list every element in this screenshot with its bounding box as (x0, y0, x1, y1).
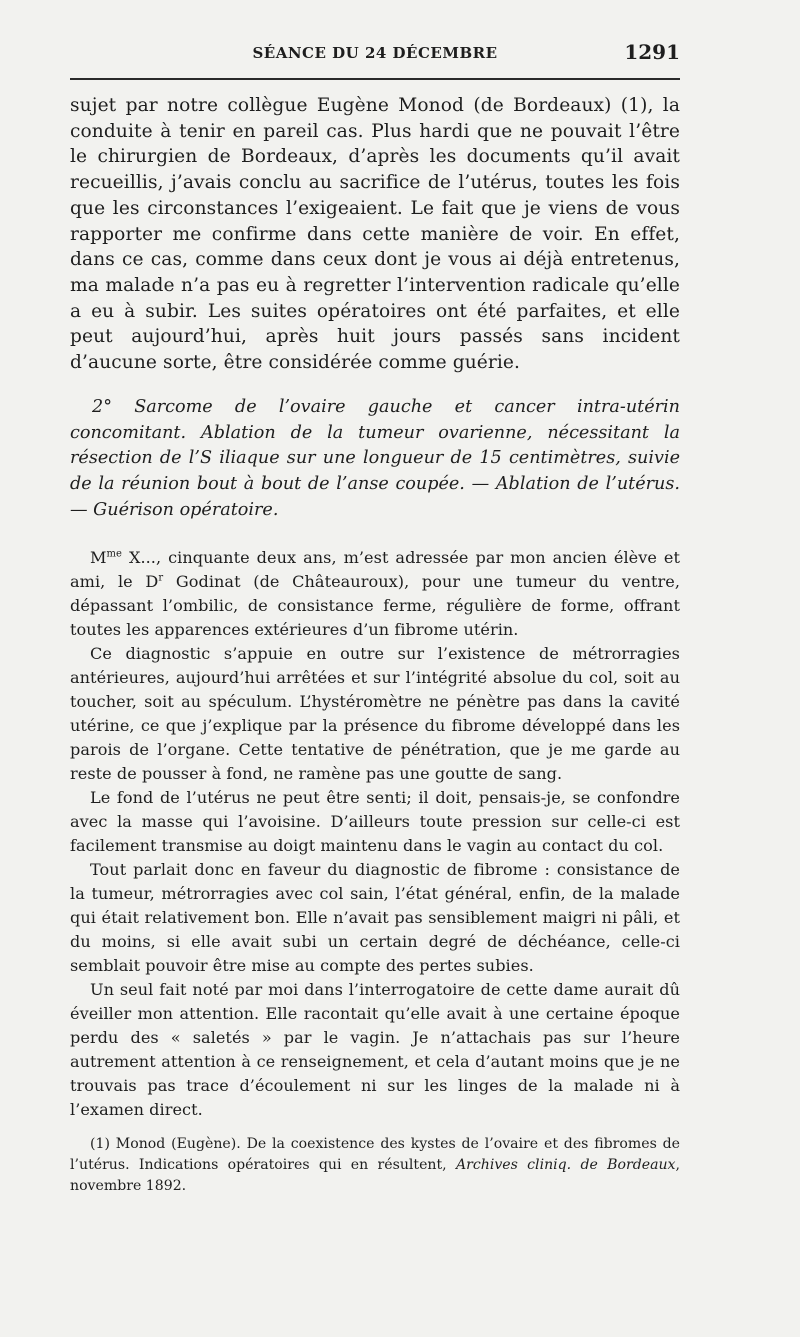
page-number: 1291 (624, 40, 680, 64)
page-body (70, 93, 680, 1197)
superscript-me: me (106, 548, 122, 560)
case-paragraph-1-text-a: X..., cinquante deux ans, m’est adressée par mon ancien élève et ami, le D (70, 547, 680, 591)
case-paragraph-1-text-b: Godinat (de Châteauroux), pour une tumeur du ventre, dépassant l’ombilic, de consistance ferme, régulière de forme, offrant toutes les apparences extérieures d’un fibrome utérin. (70, 571, 680, 639)
superscript-r: r (158, 572, 164, 584)
running-title: SÉANCE DU 24 DÉCEMBRE (252, 44, 498, 62)
salutation-mme: M (90, 547, 107, 567)
case-paragraph-5: Un seul fait noté par moi dans l’interrogatoire de cette dame aurait dû éveiller mon attention. Elle racontait qu’elle avait à une certaine époque perdu des « saletés » par le vagin. Je n’attachais pas sur l’heure autrement attention à ce renseignement, et cela d’autant moins que je ne trouvais pas trace d’écoulement ni sur les linges de la malade ni à l’examen direct. (70, 979, 680, 1119)
footnote (70, 1134, 680, 1197)
header-rule (70, 78, 680, 80)
footnote-date: , novembre 1892. (70, 1156, 680, 1194)
case-paragraph-4: Tout parlait donc en faveur du diagnostic de fibrome : consistance de la tumeur, métrorragies avec col sain, l’état général, enfin, de la malade qui était relativement bon. Elle n’avait pas sensiblement maigri ni pâli, et du moins, si elle avait subi un certain degré de déchéance, celle-ci semblait pouvoir être mise au compte des pertes subies. (70, 859, 680, 975)
page-header (70, 40, 680, 72)
case-paragraph-3: Le fond de l’utérus ne peut être senti; il doit, pensais-je, se confondre avec la masse qui l’avoisine. D’ailleurs toute pression sur celle-ci est facilement transmise au doigt maintenu dans le vagin au contact du col. (70, 787, 680, 855)
case-heading: 2° Sarcome de l’ovaire gauche et cancer intra-utérin concomitant. Ablation de la tumeur ovarienne, nécessitant la résection de l’S iliaque sur une longueur de 15 centimètres, suivie de la réunion bout à bout de l’anse coupée. — Ablation de l’utérus. — Guérison opératoire. (70, 396, 680, 520)
footnote-journal: Archives cliniq. de Bordeaux (455, 1156, 676, 1173)
case-paragraph-2: Ce diagnostic s’appuie en outre sur l’existence de métrorragies antérieures, aujourd’hui arrêtées et sur l’intégrité absolue du col, soit au toucher, soit au spéculum. L’hystéromètre ne pénètre pas dans la cavité utérine, ce que j’explique par la présence du fibrome développé dans les parois de l’organe. Cette tentative de pénétration, que je me garde au reste de pousser à fond, ne ramène pas une goutte de sang. (70, 643, 680, 783)
continuation-paragraph: sujet par notre collègue Eugène Monod (de Bordeaux) (1), la conduite à tenir en pareil cas. Plus hardi que ne pouvait l’être le chirurgien de Bordeaux, d’après les documents qu’il avait recueillis, j’avais conclu au sacrifice de l’utérus, toutes les fois que les circonstances l’exigeaient. Le fait que je viens de vous rapporter me confirme dans cette manière de voir. En effet, dans ce cas, comme dans ceux dont je vous ai déjà entretenus, ma malade n’a pas eu à regretter l’intervention radicale qu’elle a eu à subir. Les suites opératoires ont été parfaites, et elle peut aujourd’hui, après huit jours passés sans incident d’aucune sorte, être considérée comme guérie. (70, 95, 680, 374)
case-paragraph-1 (70, 546, 680, 642)
footnote-text: (1) Monod (Eugène). De la coexistence des kystes de l’ovaire et des fibromes de l’utérus. Indications opératoires qui en résultent, (70, 1135, 680, 1173)
